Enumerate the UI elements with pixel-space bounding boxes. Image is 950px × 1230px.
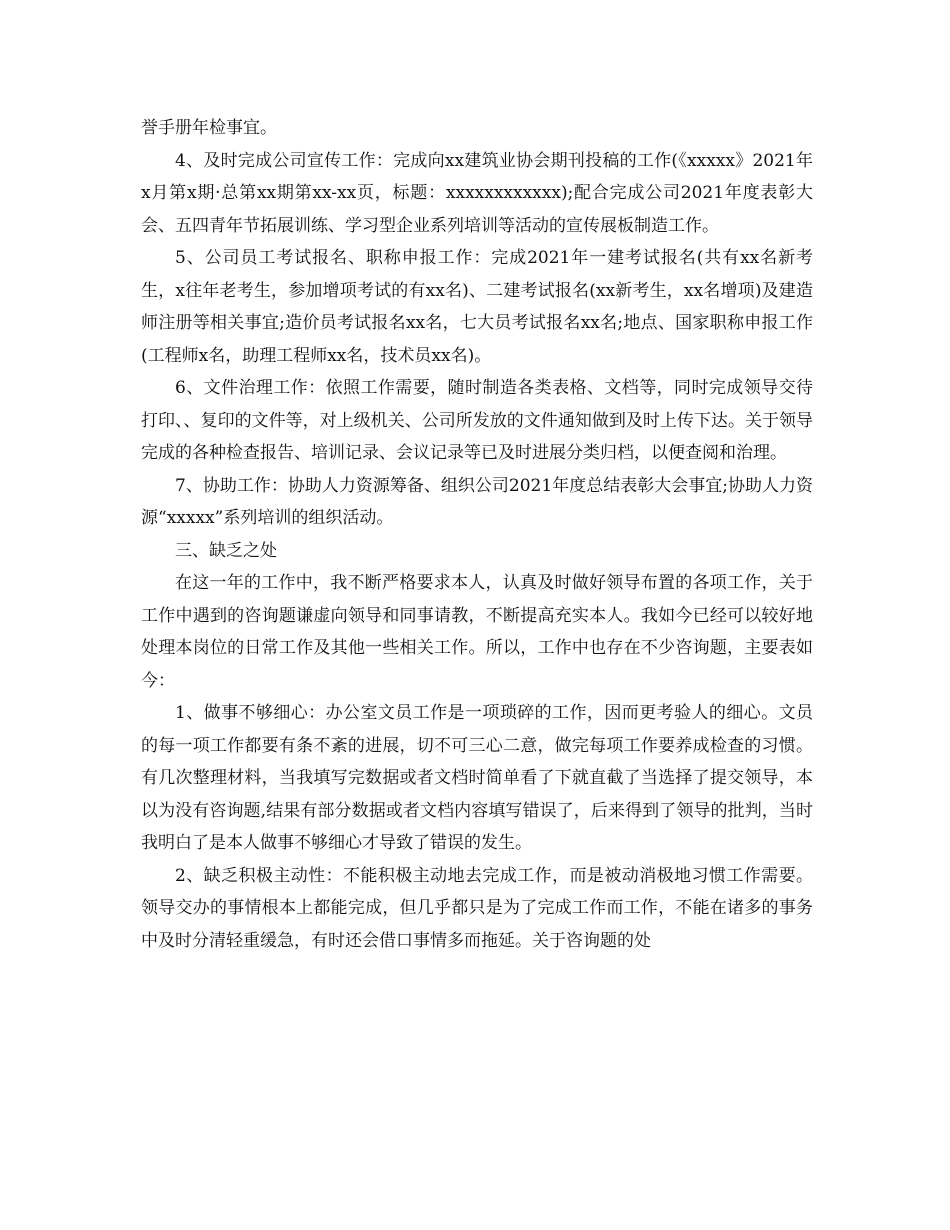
paragraph-item-5-exam-registration: 5、公司员工考试报名、职称申报工作：完成2021年一建考试报名(共有xx名新考生，x往年老考生，参加增项考试的有xx名)、二建考试报名(xx新考生，xx名增项)及建造师注册等相关事宜;造价员考试报名xx名，七大员考试报名xx名;地点、国家职称申报工作(工程师x名，助理工程师xx名，技术员xx名)。: [141, 248, 813, 366]
paragraph-shortcoming-1: 1、做事不够细心：办公室文员工作是一项琐碎的工作，因而更考验人的细心。文员的每一项工作都要有条不紊的进展，切不可三心二意，做完每项工作要养成检查的习惯。有几次整理材料，当我填写完数据或者文档时简单看了下就直截了当选择了提交领导，本以为没有咨询题,结果有部分数据或者文档内容填写错误了，后来得到了领导的批判，当时我明白了是本人做事不够细心才导致了错误的发生。: [141, 703, 813, 853]
document-body: [141, 112, 813, 957]
section-heading-shortcomings: 三、缺乏之处: [175, 540, 277, 561]
paragraph-continuation: 誉手册年检事宜。: [141, 118, 277, 138]
paragraph-shortcoming-2: 2、缺乏积极主动性：不能积极主动地去完成工作，而是被动消极地习惯工作需要。领导交办的事情根本上都能完成，但几乎都只是为了完成工作而工作，不能在诸多的事务中及时分清轻重缓急，有时还会借口事情多而拖延。关于咨询题的处: [141, 865, 813, 951]
paragraph-item-4-publicity: 4、及时完成公司宣传工作：完成向xx建筑业协会期刊投稿的工作(《xxxxx》2021年x月第x期·总第xx期第xx-xx页，标题：xxxxxxxxxxxx);配合完成公司2021年度表彰大会、五四青年节拓展训练、学习型企业系列培训等活动的宣传展板制造工作。: [141, 150, 813, 236]
paragraph-item-7-assistance: 7、协助工作：协助人力资源筹备、组织公司2021年度总结表彰大会事宜;协助人力资源“xxxxx”系列培训的组织活动。: [141, 475, 813, 528]
paragraph-shortcomings-intro: 在这一年的工作中，我不断严格要求本人，认真及时做好领导布置的各项工作，关于工作中遇到的咨询题谦虚向领导和同事请教，不断提高充实本人。我如今已经可以较好地处理本岗位的日常工作及其他一些相关工作。所以，工作中也存在不少咨询题，主要表如今：: [141, 573, 813, 691]
paragraph-item-6-document-management: 6、文件治理工作：依照工作需要，随时制造各类表格、文档等，同时完成领导交待打印、、复印的文件等，对上级机关、公司所发放的文件通知做到及时上传下达。关于领导完成的各种检查报告、培训记录、会议记录等已及时进展分类归档，以便查阅和治理。: [141, 378, 813, 463]
